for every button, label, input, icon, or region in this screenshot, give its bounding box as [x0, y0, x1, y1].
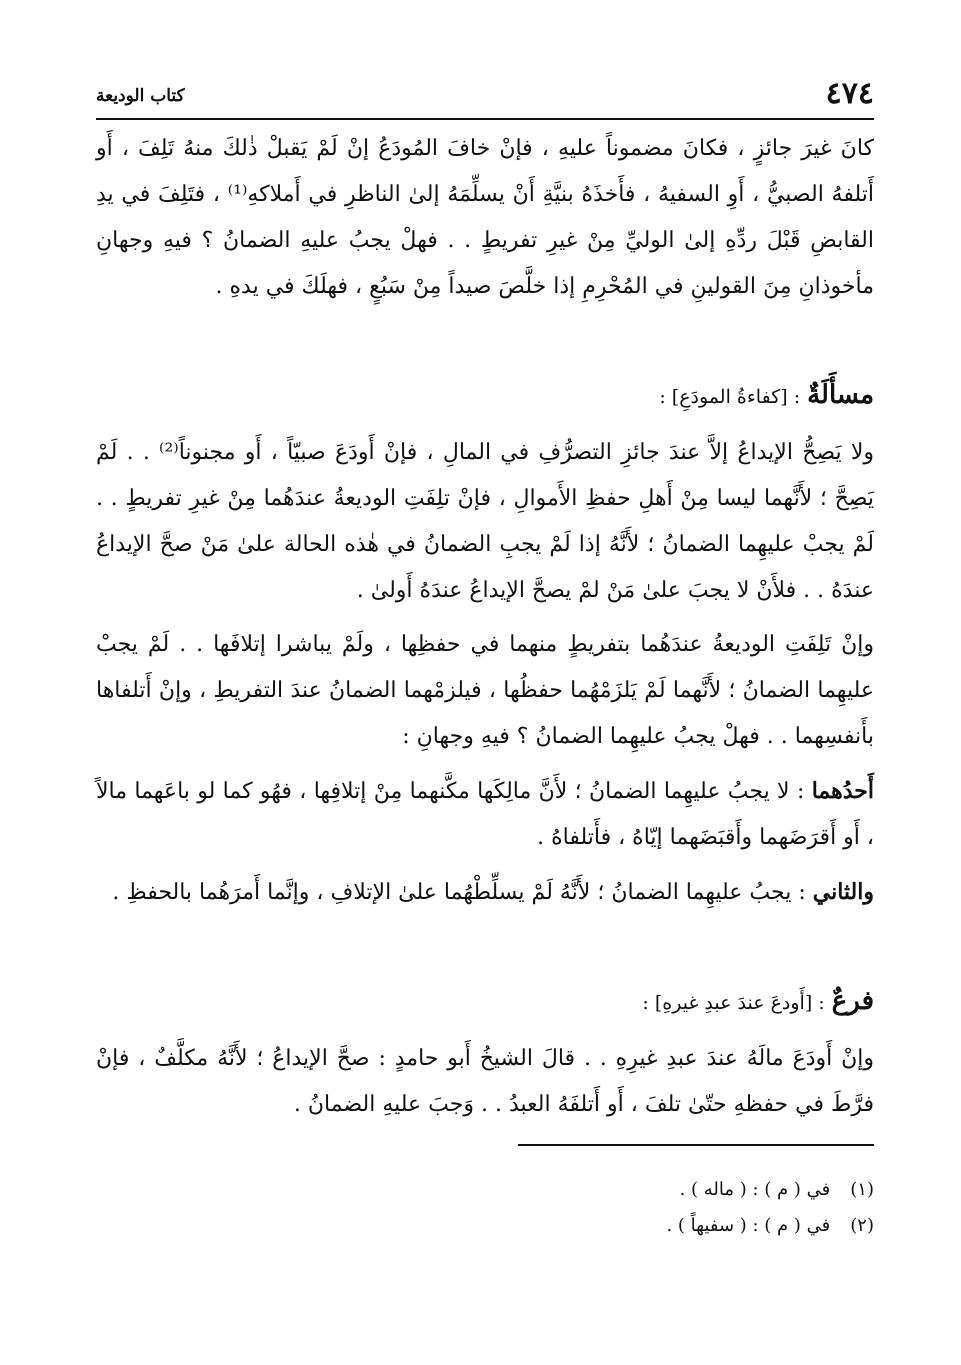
masala-title: : [كفاءةُ المودَعِ] : [659, 386, 801, 408]
paragraph-5 [96, 869, 874, 916]
second-view-text: : يجبُ عليهِما الضمانُ ؛ لأَنَّهُ لَمْ يسلِّطْهُما علىٰ الإتلافِ ، وإنَّما أَمرَهُما بالحفظِ . [112, 880, 806, 905]
footnotes [96, 1172, 874, 1244]
footnote-item [96, 1208, 874, 1244]
far-label: فرعٌ [831, 986, 874, 1016]
footnote-text: في ( م ) : ( ماله ) . [679, 1179, 831, 1200]
footnote-number: (١) [850, 1179, 874, 1200]
book-page [96, 70, 874, 1244]
footnote-number: (٢) [850, 1215, 874, 1236]
second-view-label: والثاني [812, 879, 874, 905]
section-heading-far [96, 978, 874, 1026]
footnote-item [96, 1172, 874, 1208]
masala-label: مسأَلَةٌ [807, 380, 874, 410]
far-title: : [أَودعَ عندَ عبدِ غيرهِ] : [642, 992, 825, 1014]
running-title: كتاب الوديعة [96, 86, 185, 106]
paragraph-1: كانَ غيرَ جائزٍ ، فكانَ مضموناً عليهِ ، فإنْ خافَ المُودَعُ إنْ لَمْ يَقبلْ ذٰلكَ منهُ تَلِفَ ، أَو أَتلفهُ الصبيُّ ، أَوِ السفيهُ ، فأَخذَهُ بنيَّةِ أَنْ يسلِّمَهُ إلىٰ الناظرِ في أَملاكهِ⁽¹⁾ ، فتَلِفَ في يدِ القابضِ قَبْلَ ردِّهِ إلىٰ الوليِّ مِنْ غيرِ تفريطٍ . . فهلْ يجبُ عليهِ الضمانُ ؟ فيهِ وجهانِ مأخوذانِ مِنَ القولينِ في المُحْرِمِ إذا خلَّصَ صيداً مِنْ سَبُعٍ ، فهلَكَ في يدهِ . [96, 136, 874, 299]
paragraph-3: وإنْ تَلِفَتِ الوديعةُ عندَهُما بتفريطٍ منهما في حفظِها ، ولَمْ يباشرا إتلافَها . . لَمْ يجبْ عليهِما الضمانُ ؛ لأَنَّهما لَمْ يَلزَمْهُما حفظُها ، فيلزمْهما الضمانُ عندَ التفريطِ ، وإنْ أَتلفاها بأَنفسِهما . . فهلْ يجبُ عليهِما الضمانُ ؟ فيهِ وجهانِ : [96, 632, 874, 749]
paragraph-2: ولا يَصِحُّ الإيداعُ إلاَّ عندَ جائزِ التصرُّفِ في المالِ ، فإنْ أَودَعَ صبيّاً ، أَو مجنوناً⁽²⁾ . . لَمْ يَصِحَّ ؛ لأَنَّهما ليسا مِنْ أَهلِ حفظِ الأَموالِ ، فإنْ تلِفَتِ الوديعةُ عندَهُما مِنْ غيرِ تفريطٍ . . لَمْ يجبْ عليهِما الضمانُ ؛ لأَنَّهُ إذا لَمْ يجبِ الضمانُ في هٰذه الحالة علىٰ مَنْ صحَّ الإيداعُ عندَهُ . . فلأَنْ لا يجبَ علىٰ مَنْ لمْ يصحَّ الإيداعُ عندَهُ أَولىٰ . [96, 440, 875, 603]
page-number: ٤٧٤ [825, 76, 874, 111]
footnote-divider [518, 1144, 874, 1146]
footnote-text: في ( م ) : ( سفيهاً ) . [666, 1215, 831, 1236]
first-view-label: أَحدُهما [811, 778, 874, 804]
paragraph-6: وإنْ أَودَعَ مالَهُ عندَ عبدِ غيرِهِ . . قالَ الشيخُ أَبو حامدٍ : صحَّ الإيداعُ ؛ لأَنَّهُ مكلَّفٌ ، فإنْ فرَّطَ في حفظهِ حتّىٰ تلفَ ، أَو أَتلفَهُ العبدُ . . وَجبَ عليهِ الضمانُ . [96, 1046, 874, 1117]
page-header [96, 70, 874, 120]
first-view-text: : لا يجبُ عليهِما الضمانُ ؛ لأَنَّ مالِكَها مكَّنهما مِنْ إتلافِها ، فهُو كما لو باعَهما مالاً ، أَو أَقرَضَهما وأَقبَضَهما إيّاهُ ، فأَتلفاهُ . [96, 779, 874, 850]
paragraph-4 [96, 768, 874, 861]
section-heading-masala [96, 372, 874, 420]
